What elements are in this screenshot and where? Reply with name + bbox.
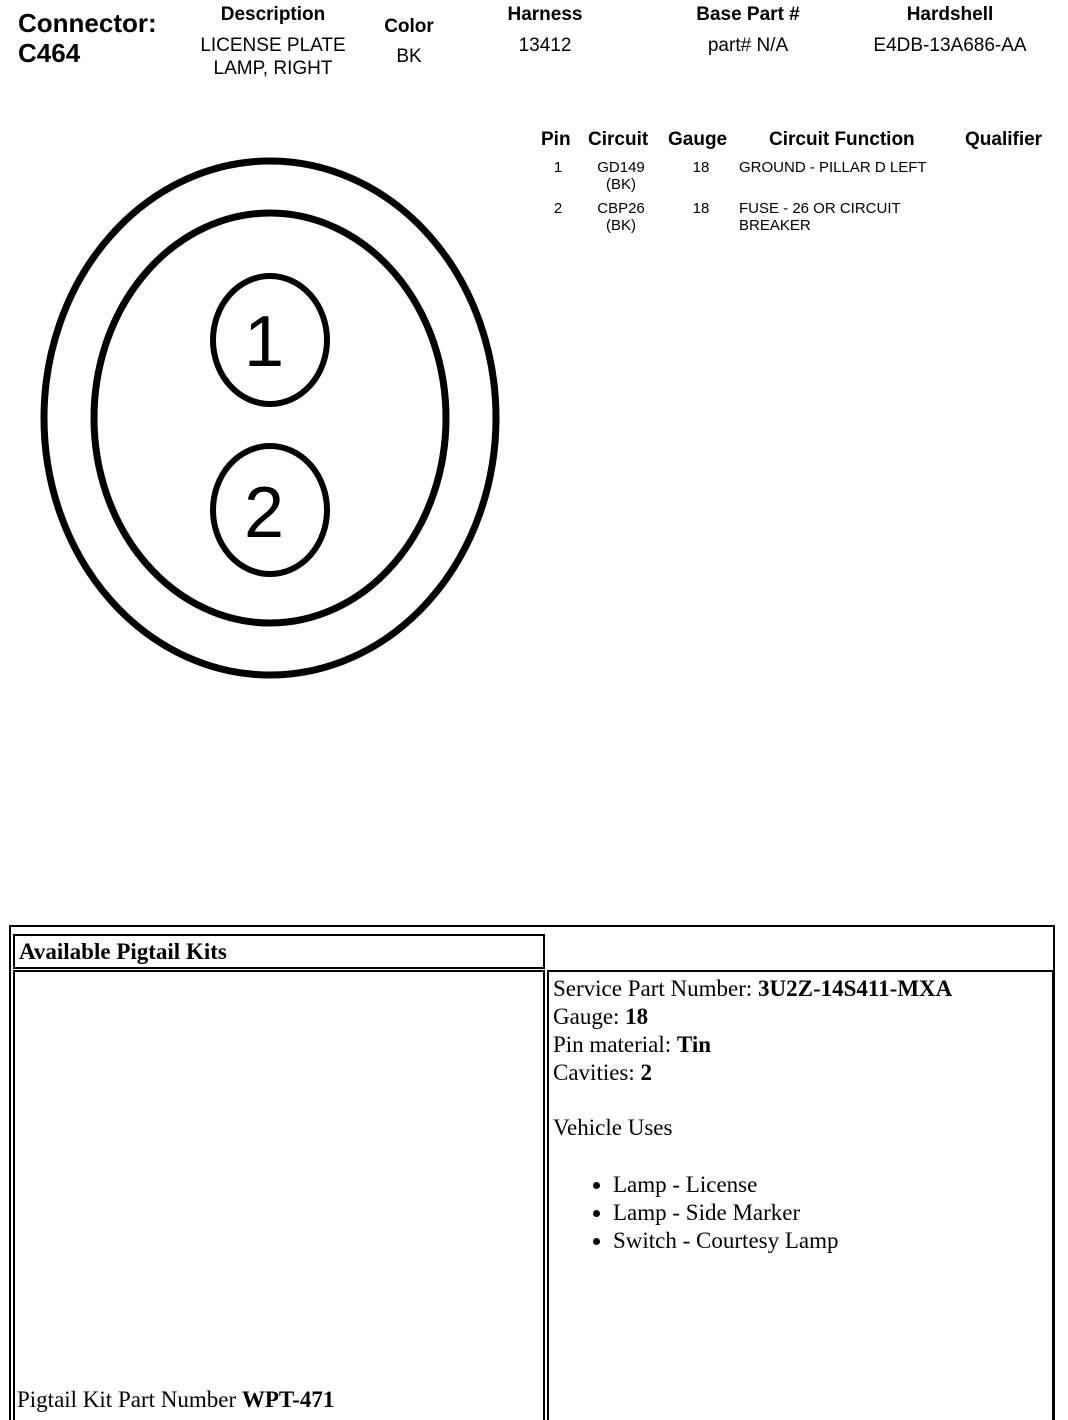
color-label: Color — [384, 16, 434, 37]
cavities-label: Cavities: — [553, 1060, 641, 1085]
description-value — [173, 34, 373, 80]
pigtail-kit-part-value: WPT-471 — [241, 1387, 335, 1412]
circuit-header: Circuit — [588, 129, 649, 150]
base-part-value: part# N/A — [707, 35, 789, 56]
description-label: Description — [220, 4, 326, 25]
service-part-value: 3U2Z-14S411-MXA — [758, 976, 953, 1001]
row-function — [739, 159, 949, 176]
base-part-label: Base Part # — [696, 4, 800, 25]
list-item: • Switch - Courtesy Lamp — [613, 1227, 1048, 1255]
service-part-number — [553, 975, 1048, 1003]
row-pin: 2 — [553, 200, 563, 217]
cavities-value: 2 — [640, 1060, 653, 1085]
row-function — [739, 200, 949, 234]
row-function-line2: BREAKER — [739, 217, 811, 234]
pin-2-label: 2 — [243, 473, 285, 553]
connector-title — [18, 8, 157, 68]
row-pin: 1 — [553, 159, 563, 176]
function-header: Circuit Function — [769, 129, 915, 150]
gauge-value: 18 — [625, 1004, 649, 1029]
list-item: • Lamp - License — [613, 1171, 1048, 1199]
row-circuit-color: (BK) — [606, 217, 636, 234]
row-circuit — [580, 200, 662, 234]
row-circuit — [580, 159, 662, 193]
pin-material-line — [553, 1031, 1048, 1059]
row-gauge: 18 — [692, 200, 710, 217]
description-value-line1: LICENSE PLATE — [200, 35, 346, 56]
pin-1-label: 1 — [243, 302, 285, 382]
gauge-header: Gauge — [668, 129, 728, 150]
hardshell-label: Hardshell — [906, 4, 994, 25]
cavities-line — [553, 1059, 1048, 1087]
connector-outer-ring — [44, 161, 496, 675]
connector-label: Connector: — [18, 8, 157, 38]
pin-material-label: Pin material: — [553, 1032, 677, 1057]
connector-id: C464 — [18, 38, 81, 68]
gauge-line — [553, 1003, 1048, 1031]
color-value: BK — [396, 46, 422, 67]
row-gauge: 18 — [692, 159, 710, 176]
service-part-label: Service Part Number: — [553, 976, 759, 1001]
row-circuit-color: (BK) — [606, 176, 636, 193]
row-circuit-code: GD149 — [597, 159, 645, 176]
hardshell-value: E4DB-13A686-AA — [873, 35, 1027, 56]
row-circuit-code: CBP26 — [597, 200, 645, 217]
pigtail-kits-header — [13, 934, 545, 969]
pigtail-kits-title: Available Pigtail Kits — [19, 939, 227, 964]
qualifier-header: Qualifier — [965, 129, 1043, 150]
harness-label: Harness — [507, 4, 583, 25]
row-function-line1: GROUND - PILLAR D LEFT — [739, 159, 927, 176]
pin-header: Pin — [541, 129, 571, 150]
harness-value: 13412 — [518, 35, 572, 56]
pigtail-kit-part-label: Pigtail Kit Part Number — [17, 1387, 242, 1412]
pigtail-details-cell — [547, 970, 1054, 1420]
pigtail-image-cell — [13, 970, 545, 1420]
vehicle-uses-list — [553, 1171, 1048, 1255]
row-function-line1: FUSE - 26 OR CIRCUIT — [739, 200, 901, 217]
description-value-line2: LAMP, RIGHT — [213, 58, 333, 79]
gauge-label: Gauge: — [553, 1004, 626, 1029]
pin-material-value: Tin — [676, 1032, 712, 1057]
list-item: • Lamp - Side Marker — [613, 1199, 1048, 1227]
connector-diagram — [0, 140, 520, 700]
pigtail-kit-part-number — [17, 1386, 334, 1414]
vehicle-uses-label: Vehicle Uses — [553, 1115, 673, 1140]
